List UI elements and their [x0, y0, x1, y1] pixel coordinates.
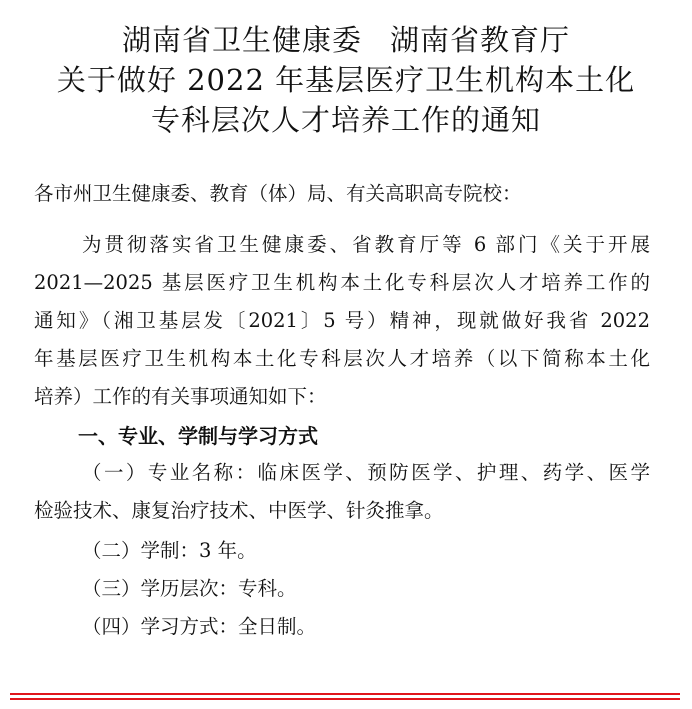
- section-1-item-1-line-2: 检验技术、康复治疗技术、中医学、针灸推拿。: [34, 499, 444, 522]
- intro-line-1: 为贯彻落实省卫生健康委、省教育厅等 6 部门《关于开展: [82, 233, 650, 256]
- section-1-item-4: （四）学习方式：全日制。: [82, 615, 317, 638]
- document-title-line-1: [0, 22, 692, 58]
- document-title-line-2: 关于做好 2022 年基层医疗卫生机构本土化: [56, 63, 636, 97]
- salutation: 各市州卫生健康委、教育（体）局、有关高职高专院校：: [34, 182, 522, 205]
- intro-line-4: 年基层医疗卫生机构本土化专科层次人才培养（以下简称本土化: [34, 347, 650, 370]
- intro-line-3: 通知》（湘卫基层发〔2021〕5 号）精神，现就做好我省 2022: [34, 309, 650, 332]
- intro-line-2: 2021—2025 基层医疗卫生机构本土化专科层次人才培养工作的: [34, 271, 650, 294]
- issuer-education-department: 湖南省教育厅: [390, 23, 571, 57]
- footer-red-rule-top: [10, 693, 680, 695]
- section-1-item-2: （二）学制：3 年。: [82, 539, 257, 562]
- document-title-line-3: 专科层次人才培养工作的通知: [150, 103, 541, 137]
- section-1-heading: 一、专业、学制与学习方式: [78, 424, 318, 448]
- footer-red-rule-bottom: [10, 698, 680, 700]
- issuer-health-commission: 湖南省卫生健康委: [121, 23, 362, 57]
- section-1-item-1-line-1: （一）专业名称：临床医学、预防医学、护理、药学、医学: [82, 461, 650, 484]
- intro-line-5: 培养）工作的有关事项通知如下：: [34, 385, 327, 408]
- section-1-item-3: （三）学历层次：专科。: [82, 577, 297, 600]
